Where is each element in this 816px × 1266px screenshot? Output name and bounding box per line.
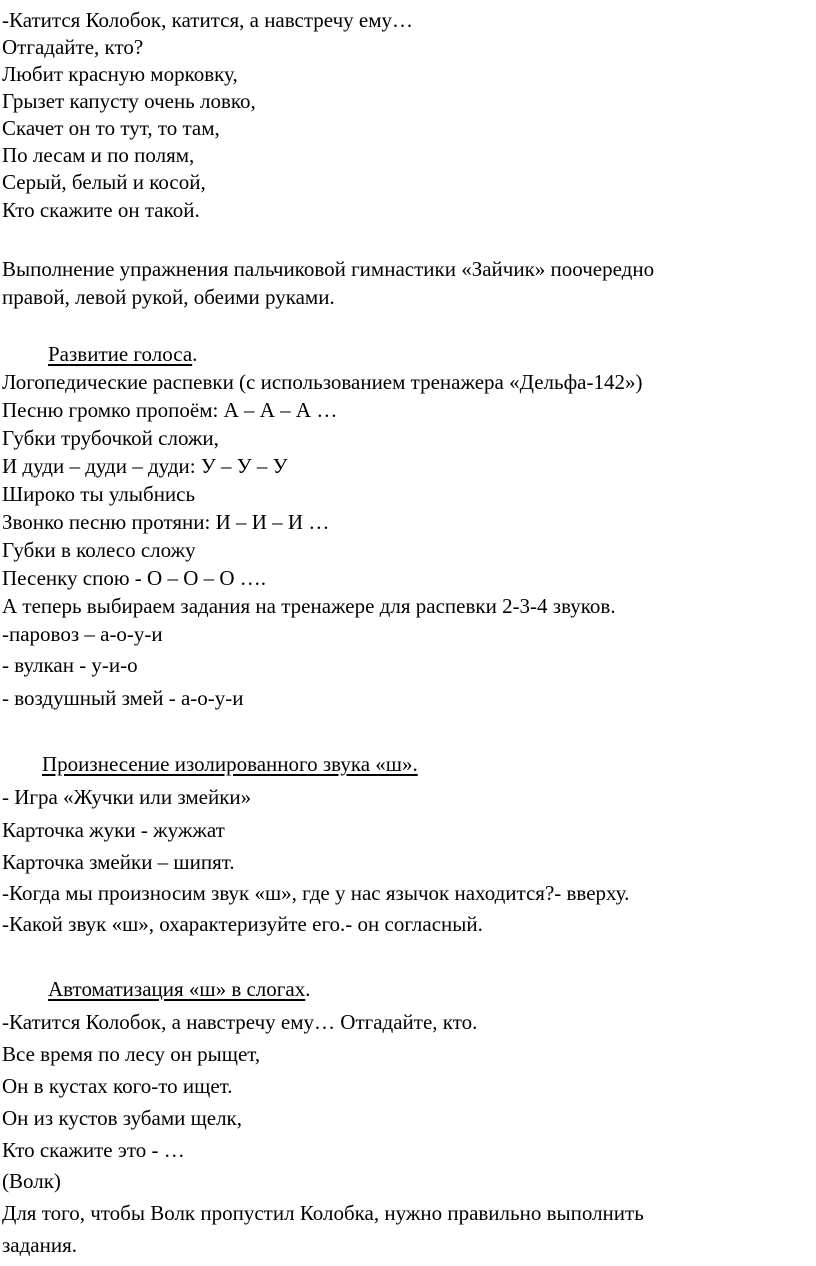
text-line: Логопедические распевки (с использованием тренажера «Дельфа-142»): [2, 370, 643, 394]
text-line: Кто скажите это - …: [2, 1138, 185, 1162]
text-line: -Катится Колобок, а навстречу ему… Отгадайте, кто.: [2, 1010, 478, 1034]
text-line: Грызет капусту очень ловко,: [2, 89, 256, 113]
text-line: Для того, чтобы Волк пропустил Колобка, нужно правильно выполнить: [2, 1201, 644, 1225]
text-line: Звонко песню протяни: И – И – И …: [2, 510, 330, 534]
section-heading-text: Произнесение изолированного звука «ш».: [42, 752, 418, 776]
section-heading-suffix: .: [305, 977, 311, 1001]
text-line: - Игра «Жучки или змейки»: [2, 785, 252, 809]
text-line: Карточка змейки – шипят.: [2, 850, 235, 874]
text-line: (Волк): [2, 1169, 61, 1193]
text-line: Отгадайте, кто?: [2, 35, 144, 59]
text-line: Он из кустов зубами щелк,: [2, 1106, 243, 1130]
text-line: Губки в колесо сложу: [2, 538, 196, 562]
section-heading-sound: [42, 750, 418, 778]
section-heading-voice: [48, 340, 197, 368]
paragraph-line: правой, левой рукой, обеими руками.: [2, 285, 335, 309]
text-line: задания.: [2, 1233, 78, 1257]
section-heading-syllables: [48, 975, 310, 1003]
text-line: Серый, белый и косой,: [2, 170, 206, 194]
text-line: Скачет он то тут, то там,: [2, 116, 220, 140]
text-line: И дуди – дуди – дуди: У – У – У: [2, 454, 288, 478]
text-line: Кто скажите он такой.: [2, 198, 200, 222]
text-line: Все время по лесу он рыщет,: [2, 1042, 261, 1066]
paragraph-line: Выполнение упражнения пальчиковой гимнастики «Зайчик» поочередно: [2, 257, 655, 281]
text-line: Широко ты улыбнись: [2, 482, 196, 506]
text-line: А теперь выбираем задания на тренажере для распевки 2-3-4 звуков.: [2, 594, 616, 618]
section-heading-text: Автоматизация «ш» в слогах: [48, 977, 306, 1001]
text-line: - воздушный змей - а-о-у-и: [2, 686, 244, 710]
text-line: -Какой звук «ш», охарактеризуйте его.- он согласный.: [2, 912, 483, 936]
text-line: Песню громко пропоём: А – А – А …: [2, 398, 338, 422]
text-line: Он в кустах кого-то ищет.: [2, 1074, 233, 1098]
text-line: По лесам и по полям,: [2, 143, 195, 167]
section-heading-text: Развитие голоса: [48, 342, 193, 366]
section-heading-suffix: .: [192, 342, 198, 366]
text-line: Любит красную морковку,: [2, 62, 238, 86]
text-line: Губки трубочкой сложи,: [2, 426, 219, 450]
text-line: -паровоз – а-о-у-и: [2, 622, 163, 646]
text-line: -Катится Колобок, катится, а навстречу ему…: [2, 8, 414, 32]
text-line: - вулкан - у-и-о: [2, 653, 138, 677]
text-line: Песенку спою - О – О – О ….: [2, 566, 267, 590]
text-line: Карточка жуки - жужжат: [2, 818, 225, 842]
text-line: -Когда мы произносим звук «ш», где у нас язычок находится?- вверху.: [2, 881, 630, 905]
